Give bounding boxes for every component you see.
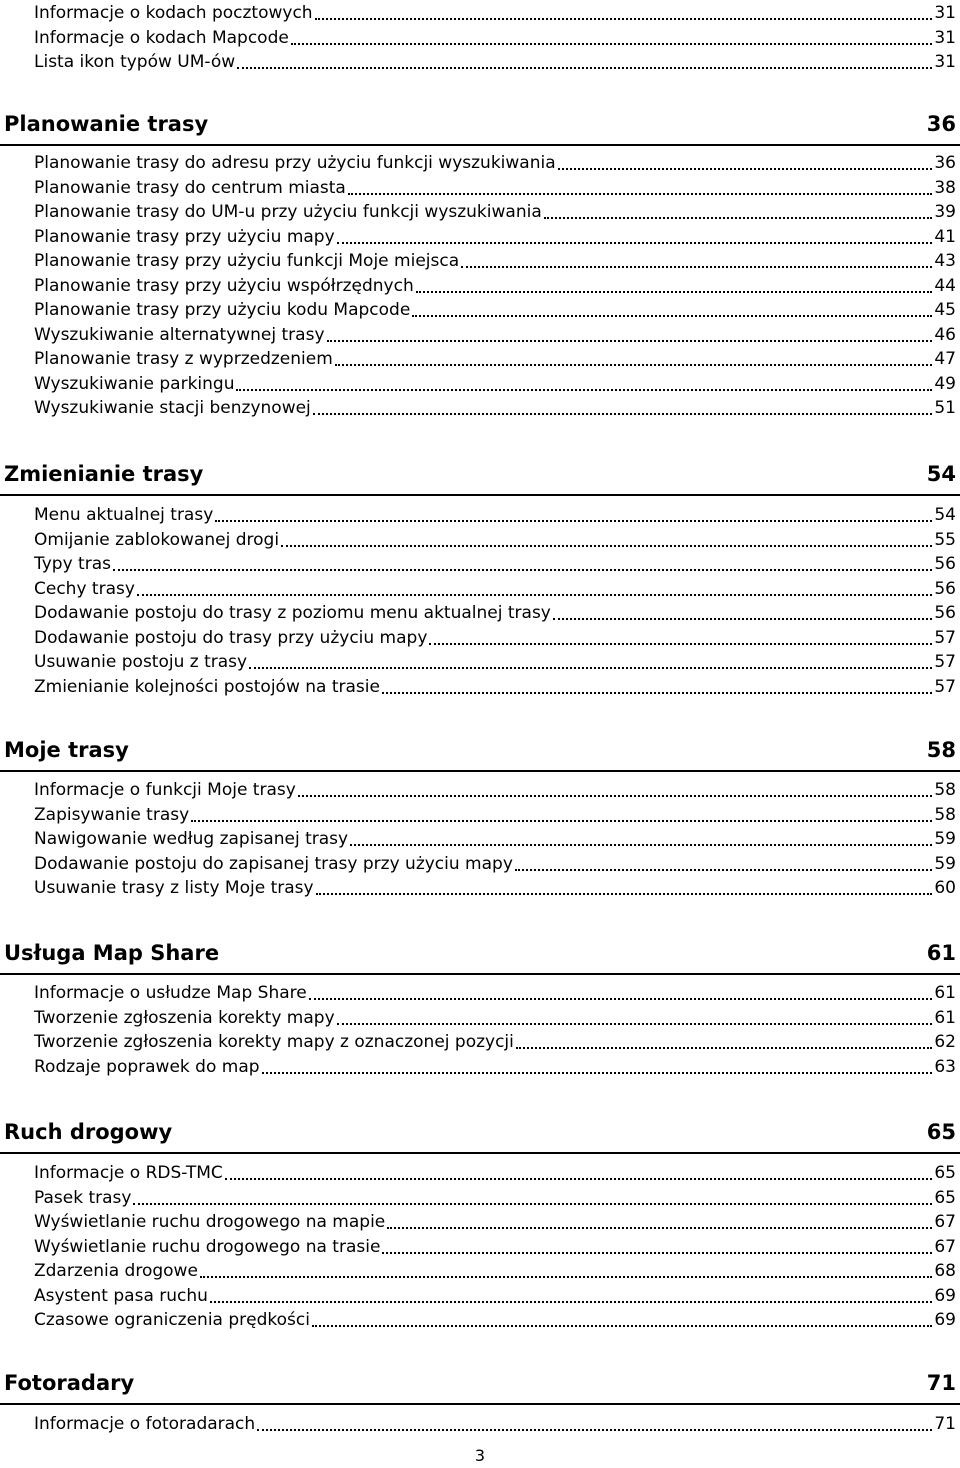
section-divider [0, 973, 960, 975]
toc-entry[interactable] [34, 371, 956, 395]
section-title: Planowanie trasy [4, 112, 209, 136]
dot-leader [429, 631, 932, 645]
dot-leader [200, 1264, 932, 1278]
dot-leader [281, 533, 932, 547]
toc-entry-title: Planowanie trasy z wyprzedzeniem [34, 349, 333, 369]
section-title: Ruch drogowy [4, 1120, 173, 1144]
toc-entry-page: 56 [934, 554, 956, 574]
toc-entry-page: 54 [934, 505, 956, 525]
toc-entry-page: 62 [934, 1032, 956, 1052]
toc-entry-page: 31 [934, 3, 956, 23]
toc-entry-title: Menu aktualnej trasy [34, 505, 214, 525]
dot-leader [316, 881, 933, 895]
toc-entry-title: Planowanie trasy przy użyciu mapy [34, 226, 335, 247]
dot-leader [416, 279, 933, 293]
toc-entry-title: Wyszukiwanie stacji benzynowej [34, 398, 311, 418]
toc-entry[interactable] [34, 649, 956, 673]
toc-entry-page: 57 [934, 676, 956, 697]
dot-leader [313, 401, 933, 415]
toc-entry-title: Dodawanie postoju do trasy przy użyciu mapy [34, 627, 428, 648]
toc-entry-title: Wyszukiwanie parkingu [34, 373, 235, 394]
toc-entry-page: 57 [934, 652, 956, 672]
dot-leader [113, 557, 932, 571]
dot-leader [236, 377, 932, 391]
section-heading [4, 108, 956, 138]
toc-entry-page: 31 [934, 52, 956, 72]
toc-entry[interactable] [34, 1234, 956, 1258]
toc-entry-title: Informacje o funkcji Moje trasy [34, 780, 296, 800]
section-title: Zmienianie trasy [4, 462, 204, 486]
toc-entry[interactable] [34, 273, 956, 297]
toc-entry[interactable] [34, 576, 956, 600]
toc-entry[interactable] [34, 1160, 956, 1184]
toc-entry[interactable] [34, 802, 956, 826]
toc-entry-title: Dodawanie postoju do zapisanej trasy przy użyciu mapy [34, 853, 513, 874]
toc-entry-title: Wyświetlanie ruchu drogowego na mapie [34, 1212, 386, 1232]
toc-entry-page: 49 [934, 373, 956, 394]
toc-entry[interactable] [34, 1209, 956, 1233]
toc-entry-title: Planowanie trasy do adresu przy użyciu funkcji wyszukiwania [34, 153, 556, 173]
toc-entry-title: Planowanie trasy do centrum miasta [34, 177, 346, 198]
page-number: 3 [474, 1446, 486, 1465]
toc-entry[interactable] [34, 826, 956, 850]
toc-entry-page: 57 [934, 627, 956, 648]
section-heading [4, 1367, 956, 1397]
dot-leader [335, 352, 933, 366]
toc-entry[interactable] [34, 199, 956, 223]
toc-entry-page: 46 [934, 324, 956, 345]
toc-entry-page: 61 [934, 1007, 956, 1028]
toc-entry[interactable] [34, 980, 956, 1004]
dot-leader [191, 808, 932, 822]
dot-leader [309, 986, 933, 1000]
toc-entry-page: 41 [934, 226, 956, 247]
section-page-number: 54 [926, 462, 956, 486]
toc-entry[interactable] [34, 49, 956, 73]
toc-entry-page: 38 [934, 177, 956, 198]
toc-entry-page: 45 [934, 300, 956, 320]
section-page-number: 36 [926, 112, 956, 136]
dot-leader [544, 205, 933, 219]
dot-leader [137, 582, 932, 596]
section-heading [4, 458, 956, 488]
dot-leader [337, 230, 933, 244]
toc-entry-title: Planowanie trasy przy użyciu funkcji Moje miejsca [34, 251, 460, 271]
toc-entry-title: Usuwanie trasy z listy Moje trasy [34, 878, 314, 898]
toc-entry-page: 56 [934, 603, 956, 623]
dot-leader [298, 783, 933, 797]
toc-entry-page: 43 [934, 251, 956, 271]
toc-entry[interactable] [34, 346, 956, 370]
dot-leader [225, 1166, 933, 1180]
dot-leader [210, 1289, 932, 1303]
toc-entry-title: Tworzenie zgłoszenia korekty mapy [34, 1007, 335, 1028]
toc-entry[interactable] [34, 1185, 956, 1209]
toc-entry-title: Dodawanie postoju do trasy z poziomu menu aktualnej trasy [34, 603, 551, 623]
toc-entry-page: 31 [934, 27, 956, 48]
toc-entry-page: 55 [934, 529, 956, 550]
toc-entry-title: Zdarzenia drogowe [34, 1261, 198, 1281]
dot-leader [312, 1313, 932, 1327]
section-divider [0, 1152, 960, 1154]
toc-entry-title: Zapisywanie trasy [34, 804, 190, 825]
toc-entry-title: Czasowe ograniczenia prędkości [34, 1310, 310, 1330]
toc-entry-title: Wyświetlanie ruchu drogowego na trasie [34, 1236, 381, 1257]
dot-leader [558, 156, 933, 170]
dot-leader [291, 31, 933, 45]
dot-leader [553, 606, 933, 620]
section-divider [0, 494, 960, 496]
toc-entry-title: Informacje o kodach pocztowych [34, 3, 313, 23]
toc-entry-page: 44 [934, 275, 956, 296]
toc-entry-title: Planowanie trasy przy użyciu kodu Mapcode [34, 300, 411, 320]
toc-entry[interactable] [34, 150, 956, 174]
dot-leader [327, 328, 933, 342]
toc-entry-title: Lista ikon typów UM-ów [34, 52, 236, 72]
toc-entry[interactable] [34, 777, 956, 801]
toc-entry-title: Informacje o usłudze Map Share [34, 983, 307, 1003]
toc-entry-page: 58 [934, 804, 956, 825]
toc-entry-page: 71 [934, 1414, 956, 1434]
toc-entry[interactable] [34, 1307, 956, 1331]
dot-leader [215, 508, 932, 522]
toc-entry-page: 59 [934, 853, 956, 874]
section-heading [4, 937, 956, 967]
section-divider [0, 1403, 960, 1405]
section-page-number: 58 [926, 738, 956, 762]
section-divider [0, 144, 960, 146]
toc-entry-page: 65 [934, 1163, 956, 1183]
toc-entry[interactable] [34, 527, 956, 551]
toc-entry-title: Cechy trasy [34, 578, 135, 599]
toc-entry-title: Informacje o fotoradarach [34, 1414, 256, 1434]
toc-entry-page: 69 [934, 1285, 956, 1306]
toc-entry-title: Nawigowanie według zapisanej trasy [34, 829, 349, 849]
toc-entry-title: Typy tras [34, 554, 111, 574]
toc-entry[interactable] [34, 600, 956, 624]
toc-entry-page: 65 [934, 1187, 956, 1208]
section-title: Usługa Map Share [4, 941, 220, 965]
section-heading [4, 1116, 956, 1146]
dot-leader [237, 55, 932, 69]
toc-entry-page: 47 [934, 349, 956, 369]
toc-entry-title: Omijanie zablokowanej drogi [34, 529, 280, 550]
toc-entry-page: 39 [934, 202, 956, 222]
dot-leader [350, 832, 932, 846]
dot-leader [257, 1417, 932, 1431]
dot-leader [412, 303, 932, 317]
toc-entry-title: Tworzenie zgłoszenia korekty mapy z oznaczonej pozycji [34, 1032, 514, 1052]
dot-leader [315, 6, 933, 20]
dot-leader [387, 1215, 932, 1229]
dot-leader [516, 1035, 932, 1049]
toc-entry[interactable] [34, 551, 956, 575]
toc-entry-page: 63 [934, 1056, 956, 1077]
toc-entry[interactable] [34, 1054, 956, 1078]
toc-entry-page: 59 [934, 829, 956, 849]
section-divider [0, 770, 960, 772]
section-title: Fotoradary [4, 1371, 135, 1395]
toc-entry-title: Zmienianie kolejności postojów na trasie [34, 676, 380, 697]
toc-entry[interactable] [34, 1283, 956, 1307]
toc-entry[interactable] [34, 322, 956, 346]
toc-entry-title: Rodzaje poprawek do map [34, 1056, 260, 1077]
toc-entry-page: 58 [934, 780, 956, 800]
toc-entry[interactable] [34, 0, 956, 24]
toc-entry-page: 36 [934, 153, 956, 173]
dot-leader [382, 1240, 932, 1254]
toc-entry-title: Usuwanie postoju z trasy [34, 652, 248, 672]
dot-leader [249, 655, 932, 669]
toc-entry[interactable] [34, 395, 956, 419]
dot-leader [133, 1191, 932, 1205]
dot-leader [337, 1011, 933, 1025]
toc-entry[interactable] [34, 875, 956, 899]
toc-entry[interactable] [34, 175, 956, 199]
toc-entry-page: 60 [934, 878, 956, 898]
toc-entry[interactable] [34, 502, 956, 526]
toc-entry[interactable] [34, 224, 956, 248]
toc-entry[interactable] [34, 625, 956, 649]
section-title: Moje trasy [4, 738, 129, 762]
toc-entry-page: 69 [934, 1310, 956, 1330]
section-page-number: 61 [926, 941, 956, 965]
toc-entry[interactable] [34, 1005, 956, 1029]
toc-entry[interactable] [34, 248, 956, 272]
toc-entry[interactable] [34, 674, 956, 698]
toc-entry-title: Informacje o kodach Mapcode [34, 27, 289, 48]
toc-entry-page: 51 [934, 398, 956, 418]
toc-entry-page: 68 [934, 1261, 956, 1281]
toc-entry[interactable] [34, 1411, 956, 1435]
dot-leader [515, 857, 932, 871]
toc-entry-title: Informacje o RDS-TMC [34, 1163, 223, 1183]
toc-entry[interactable] [34, 1258, 956, 1282]
toc-entry-title: Pasek trasy [34, 1187, 132, 1208]
toc-entry-page: 67 [934, 1212, 956, 1232]
toc-entry-page: 67 [934, 1236, 956, 1257]
dot-leader [461, 254, 932, 268]
dot-leader [348, 181, 933, 195]
toc-entry[interactable] [34, 25, 956, 49]
toc-entry[interactable] [34, 851, 956, 875]
toc-entry-title: Planowanie trasy do UM-u przy użyciu funkcji wyszukiwania [34, 202, 542, 222]
toc-entry-title: Wyszukiwanie alternatywnej trasy [34, 324, 325, 345]
dot-leader [262, 1060, 933, 1074]
dot-leader [382, 680, 932, 694]
toc-entry[interactable] [34, 1029, 956, 1053]
toc-entry-title: Planowanie trasy przy użyciu współrzędnych [34, 275, 414, 296]
toc-entry-title: Asystent pasa ruchu [34, 1285, 208, 1306]
toc-entry-page: 56 [934, 578, 956, 599]
toc-entry[interactable] [34, 297, 956, 321]
toc-entry-page: 61 [934, 983, 956, 1003]
section-page-number: 65 [926, 1120, 956, 1144]
section-heading [4, 734, 956, 764]
section-page-number: 71 [926, 1371, 956, 1395]
